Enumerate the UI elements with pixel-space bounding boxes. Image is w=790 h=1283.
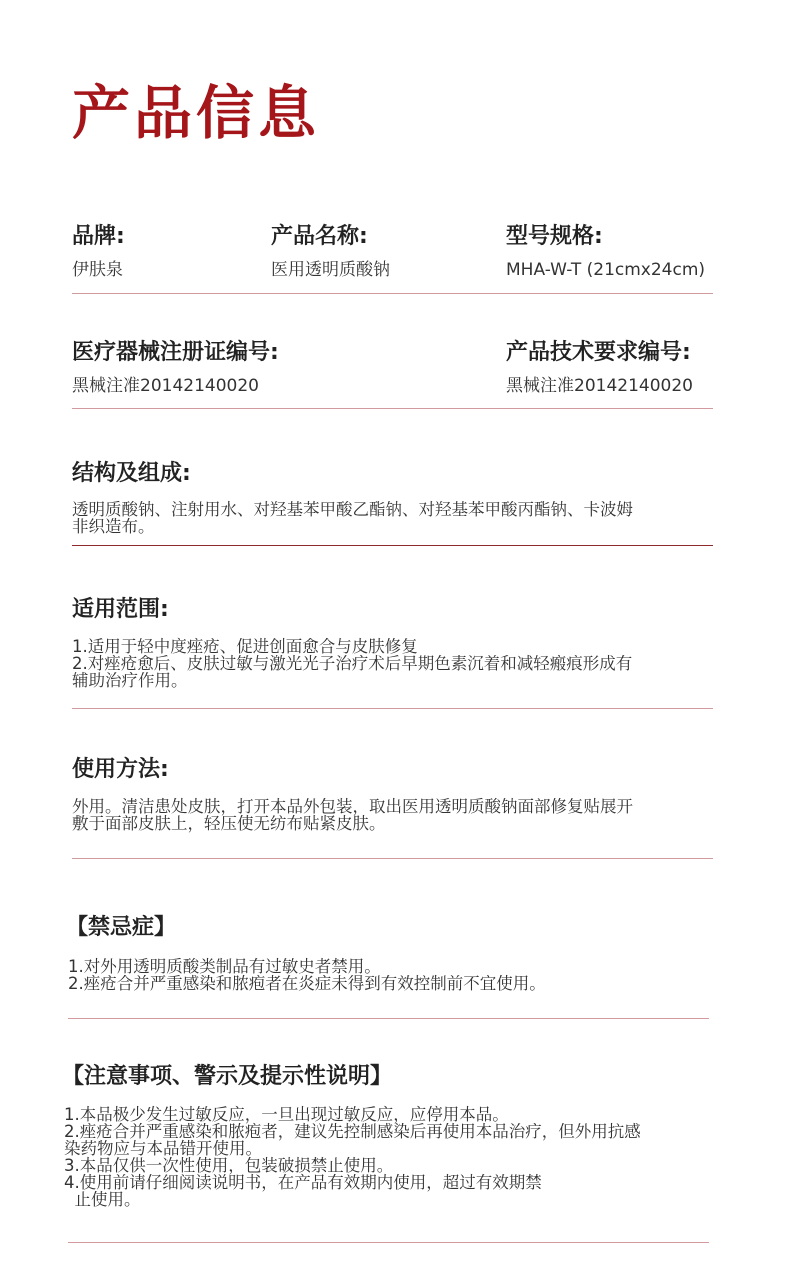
brand-label: 品牌: [72,224,125,249]
registration-number-label: 医疗器械注册证编号: [72,340,279,365]
page-title: 产品信息 [72,79,321,147]
precautions-line: 止使用。 [64,1190,141,1209]
precautions-line: 1.本品极少发生过敏反应，一旦出现过敏反应，应停用本品。 [64,1105,509,1124]
model-spec-label: 型号规格: [506,224,603,249]
composition-title: 结构及组成: [72,461,191,486]
precautions-title: 【注意事项、警示及提示性说明】 [62,1064,393,1089]
contraindications-line: 2.痤疮合并严重感染和脓疱者在炎症未得到有效控制前不宜使用。 [68,974,546,993]
scope-title: 适用范围: [72,597,169,622]
composition-line: 非织造布。 [72,517,155,536]
contraindications-line: 1.对外用透明质酸类制品有过敏史者禁用。 [68,957,381,976]
contraindications-text [68,958,546,992]
scope-line: 2.对痤疮愈后、皮肤过敏与激光光子治疗术后早期色素沉着和减轻瘢痕形成有 [72,654,633,673]
brand-value: 伊肤泉 [72,260,123,280]
divider [68,1242,709,1243]
divider [72,858,713,859]
contraindications-title: 【禁忌症】 [66,915,177,940]
precautions-line: 染药物应与本品错开使用。 [64,1139,262,1158]
product-name-label: 产品名称: [271,224,368,249]
divider [72,408,713,409]
precautions-line: 4.使用前请仔细阅读说明书，在产品有效期内使用，超过有效期禁 [64,1173,542,1192]
divider [68,1018,709,1019]
usage-line: 敷于面部皮肤上，轻压使无纺布贴紧皮肤。 [72,814,386,833]
composition-text [72,501,633,535]
divider [72,293,713,294]
precautions-line: 3.本品仅供一次性使用，包装破损禁止使用。 [64,1156,394,1175]
precautions-line: 2.痤疮合并严重感染和脓疱者，建议先控制感染后再使用本品治疗，但外用抗感 [64,1122,641,1141]
scope-line: 辅助治疗作用。 [72,671,188,690]
technical-requirement-value: 黑械注准20142140020 [506,376,693,396]
scope-line: 1.适用于轻中度痤疮、促进创面愈合与皮肤修复 [72,637,418,656]
registration-number-value: 黑械注准20142140020 [72,376,259,396]
product-name-value: 医用透明质酸钠 [271,260,390,280]
usage-title: 使用方法: [72,757,169,782]
technical-requirement-label: 产品技术要求编号: [506,340,691,365]
precautions-text [64,1106,641,1208]
divider [72,545,713,546]
composition-line: 透明质酸钠、注射用水、对羟基苯甲酸乙酯钠、对羟基苯甲酸丙酯钠、卡波姆 [72,500,633,519]
divider [72,708,713,709]
scope-text [72,638,632,689]
usage-text [72,798,633,832]
usage-line: 外用。清洁患处皮肤，打开本品外包装，取出医用透明质酸钠面部修复贴展开 [72,797,633,816]
model-spec-value: MHA-W-T (21cmx24cm) [506,260,706,280]
